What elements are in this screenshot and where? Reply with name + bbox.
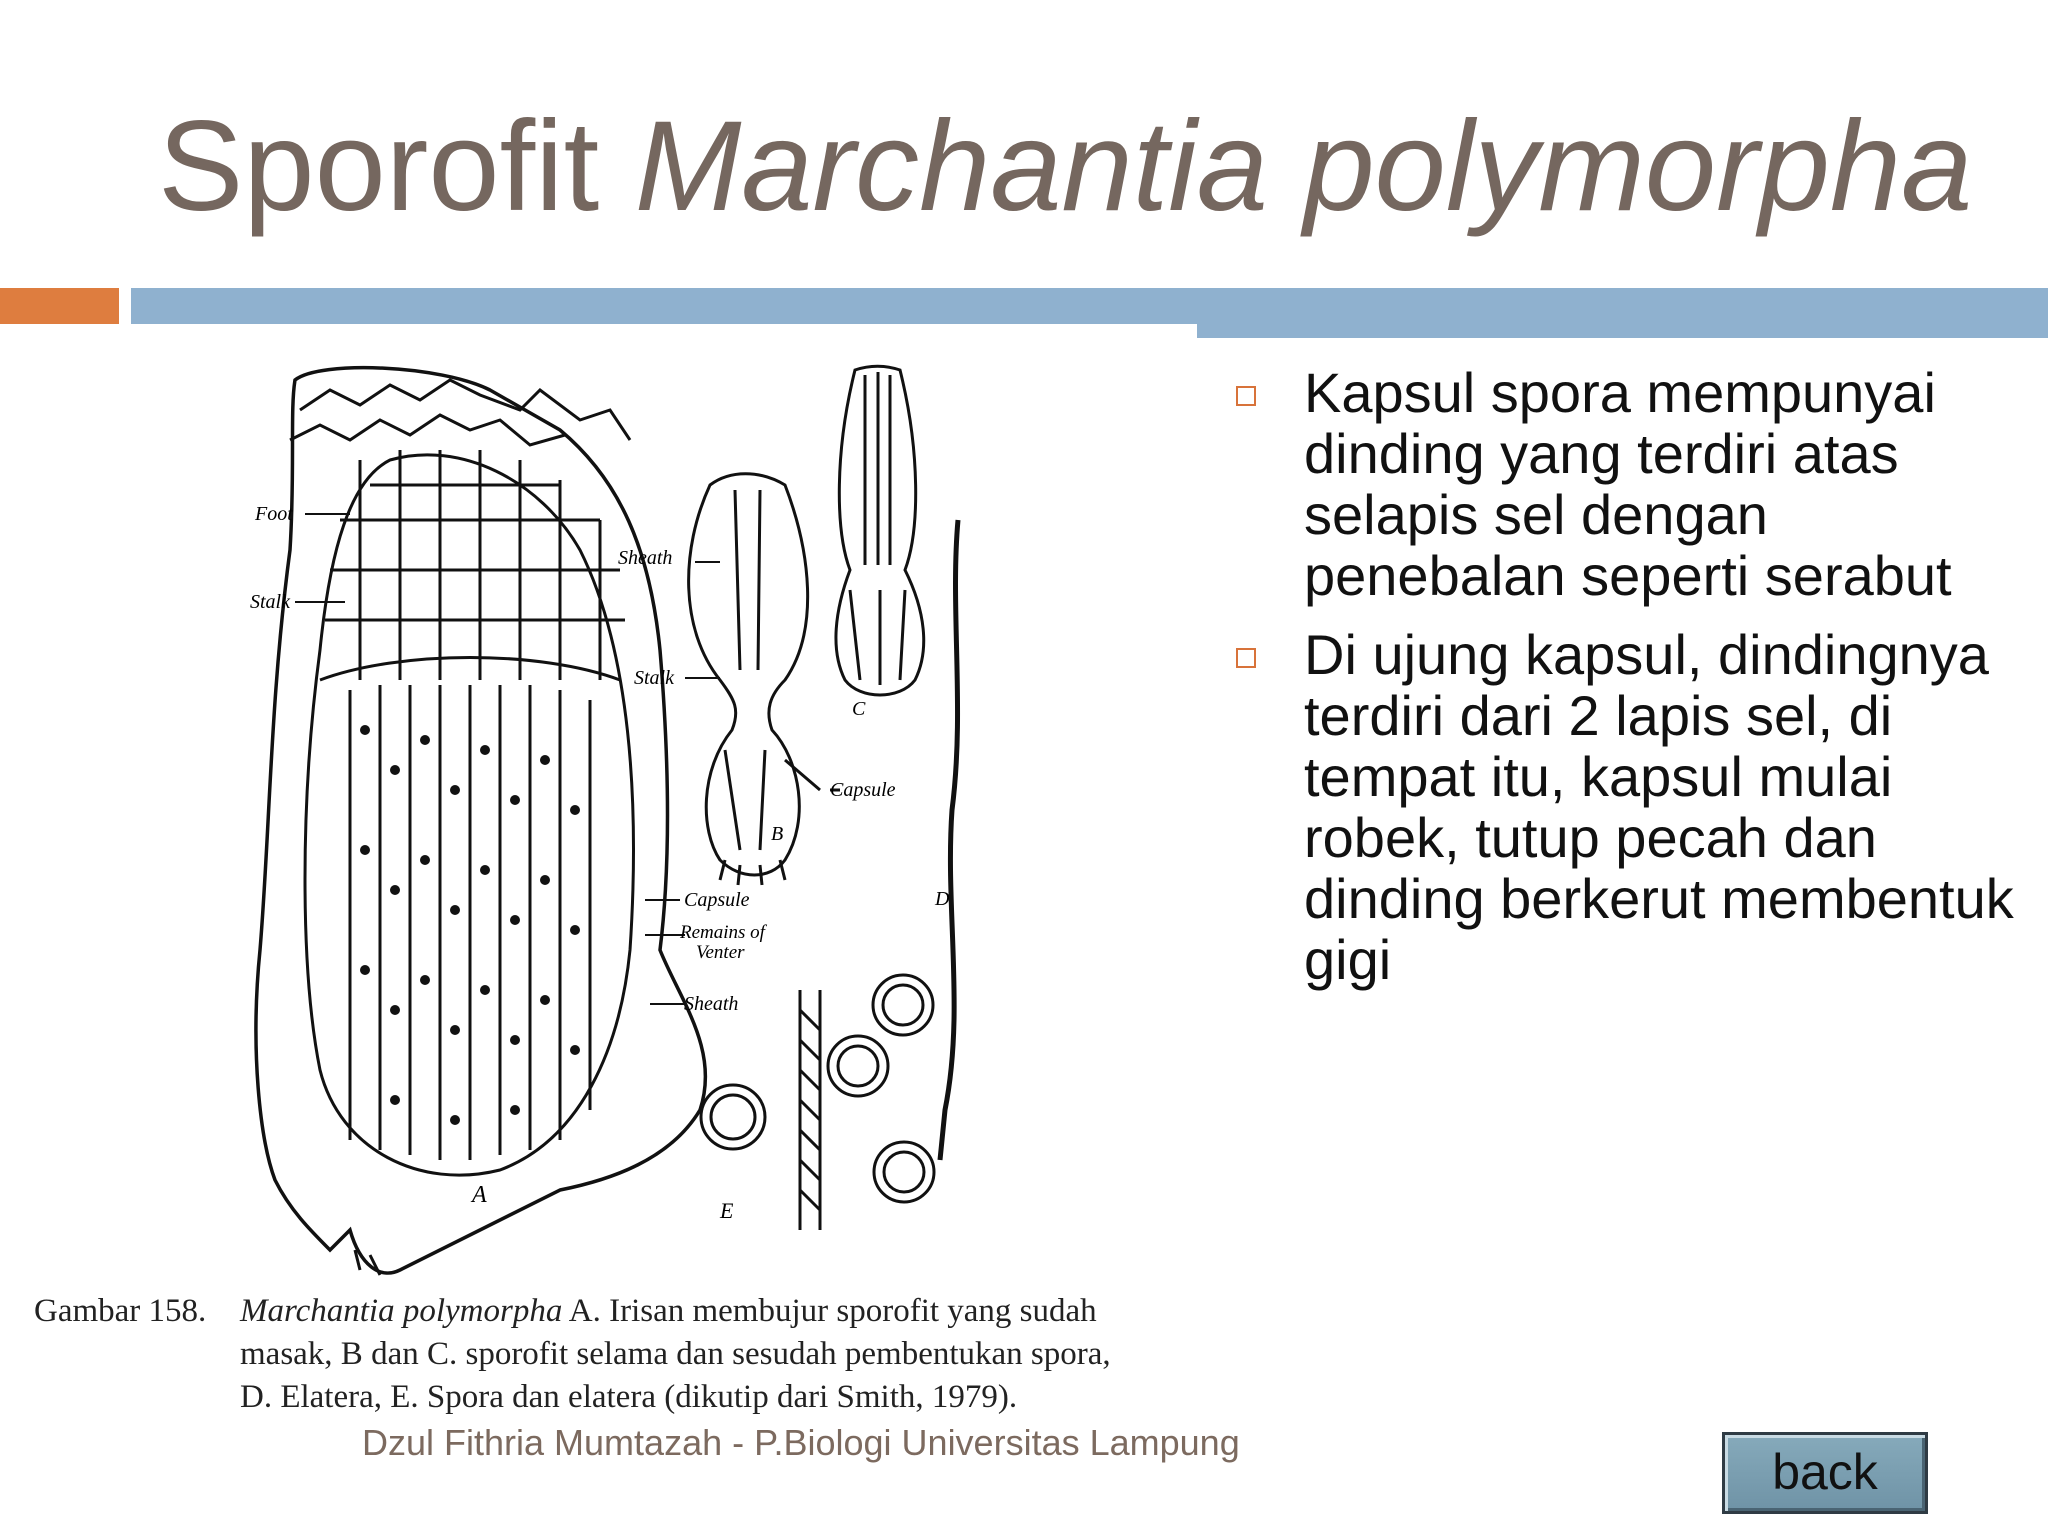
label-capsule-b: Capsule xyxy=(830,779,896,801)
bullet-text: Kapsul spora mempunyai dinding yang terdiri atas selapis sel dengan penebalan seperti serabut xyxy=(1304,361,1952,607)
accent-bar-orange xyxy=(0,288,119,324)
label-c: C xyxy=(852,698,866,720)
illustration-d xyxy=(940,520,958,1160)
accent-bar-blue xyxy=(131,288,2048,324)
label-a: A xyxy=(472,1182,487,1208)
slide-footer: Dzul Fithria Mumtazah - P.Biologi Universitas Lampung xyxy=(362,1422,1240,1463)
slide-title xyxy=(158,92,2018,242)
caption-lead: Gambar 158. xyxy=(34,1293,207,1329)
label-capsule-a: Capsule xyxy=(684,889,750,911)
label-stalk-b: Stalk xyxy=(634,667,674,689)
caption-line-2: masak, B dan C. sporofit selama dan sesudah pembentukan spora, xyxy=(240,1336,1111,1372)
label-d: D xyxy=(935,888,950,910)
illustration-b xyxy=(689,474,840,885)
bullet-square-icon xyxy=(1236,386,1256,406)
label-stalk: Stalk xyxy=(250,591,290,613)
illustration-a xyxy=(256,368,705,1275)
bullet-list xyxy=(1232,362,2032,1008)
label-e: E xyxy=(720,1198,734,1223)
illustration-c xyxy=(836,366,924,695)
bullet-text: Di ujung kapsul, dindingnya terdiri dari 2 lapis sel, di tempat itu, kapsul mulai robek, tutup pecah dan dinding berkerut membentuk gigi xyxy=(1304,623,2014,991)
label-remains-2: Venter xyxy=(696,942,745,963)
caption-line-3: D. Elatera, E. Spora dan elatera (dikutip dari Smith, 1979). xyxy=(240,1379,1018,1415)
caption-line-1-rest: A. Irisan membujur sporofit yang sudah xyxy=(562,1293,1097,1329)
label-foot: Foot xyxy=(255,503,293,525)
label-sheath-a: Sheath xyxy=(684,993,739,1015)
figure-caption xyxy=(34,1290,1194,1419)
label-sheath-b: Sheath xyxy=(618,547,673,569)
bullet-item xyxy=(1232,624,2032,990)
sporophyte-figure xyxy=(20,350,1200,1430)
caption-line-1 xyxy=(34,1290,1194,1333)
label-remains-1: Remains of xyxy=(680,922,765,943)
bullet-square-icon xyxy=(1236,648,1256,668)
label-b: B xyxy=(771,823,784,845)
bullet-item xyxy=(1232,362,2032,606)
title-italic: Marchantia polymorpha xyxy=(634,95,1973,238)
sporophyte-illustration xyxy=(20,350,1200,1280)
title-normal: Sporofit xyxy=(158,95,635,238)
accent-bar-blue-ext xyxy=(1197,324,2048,338)
caption-species: Marchantia polymorpha xyxy=(240,1293,563,1329)
back-button[interactable]: back xyxy=(1722,1432,1928,1514)
